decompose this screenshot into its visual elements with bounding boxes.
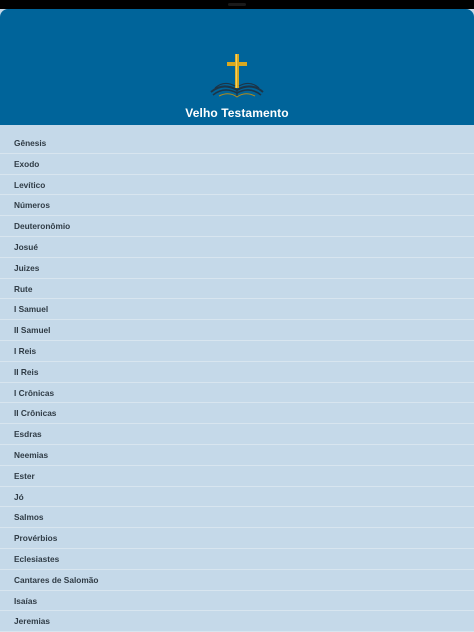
book-list-item[interactable]: Jó [0, 487, 474, 508]
book-list-item[interactable]: II Samuel [0, 320, 474, 341]
book-list-item[interactable]: II Reis [0, 362, 474, 383]
book-list-item[interactable]: Levítico [0, 175, 474, 196]
cross-bible-icon [207, 52, 267, 100]
book-list-item[interactable]: Rute [0, 279, 474, 300]
book-list-item[interactable]: Esdras [0, 424, 474, 445]
header [0, 9, 474, 125]
book-list-item[interactable]: Juizes [0, 258, 474, 279]
book-list-item[interactable]: Ester [0, 466, 474, 487]
book-list-item[interactable]: Cantares de Salomão [0, 570, 474, 591]
device-notch [228, 3, 246, 6]
book-list-item[interactable]: Provérbios [0, 528, 474, 549]
book-list-item[interactable]: I Samuel [0, 299, 474, 320]
book-list-item[interactable]: Exodo [0, 154, 474, 175]
book-list-item[interactable]: Jeremias [0, 611, 474, 632]
book-list-item[interactable]: I Reis [0, 341, 474, 362]
book-list-item[interactable]: II Crônicas [0, 403, 474, 424]
device-top-bezel [0, 0, 474, 9]
book-list-item[interactable]: Eclesiastes [0, 549, 474, 570]
book-list-item[interactable]: Isaías [0, 591, 474, 612]
book-list [0, 125, 474, 632]
book-list-item[interactable]: Salmos [0, 507, 474, 528]
book-list-item[interactable]: Josué [0, 237, 474, 258]
book-list-item[interactable]: I Crônicas [0, 383, 474, 404]
page-title: Velho Testamento [185, 106, 289, 120]
book-list-item[interactable]: Neemias [0, 445, 474, 466]
book-list-item[interactable]: Gênesis [0, 133, 474, 154]
book-list-item[interactable]: Números [0, 195, 474, 216]
book-list-item[interactable]: Deuteronômio [0, 216, 474, 237]
